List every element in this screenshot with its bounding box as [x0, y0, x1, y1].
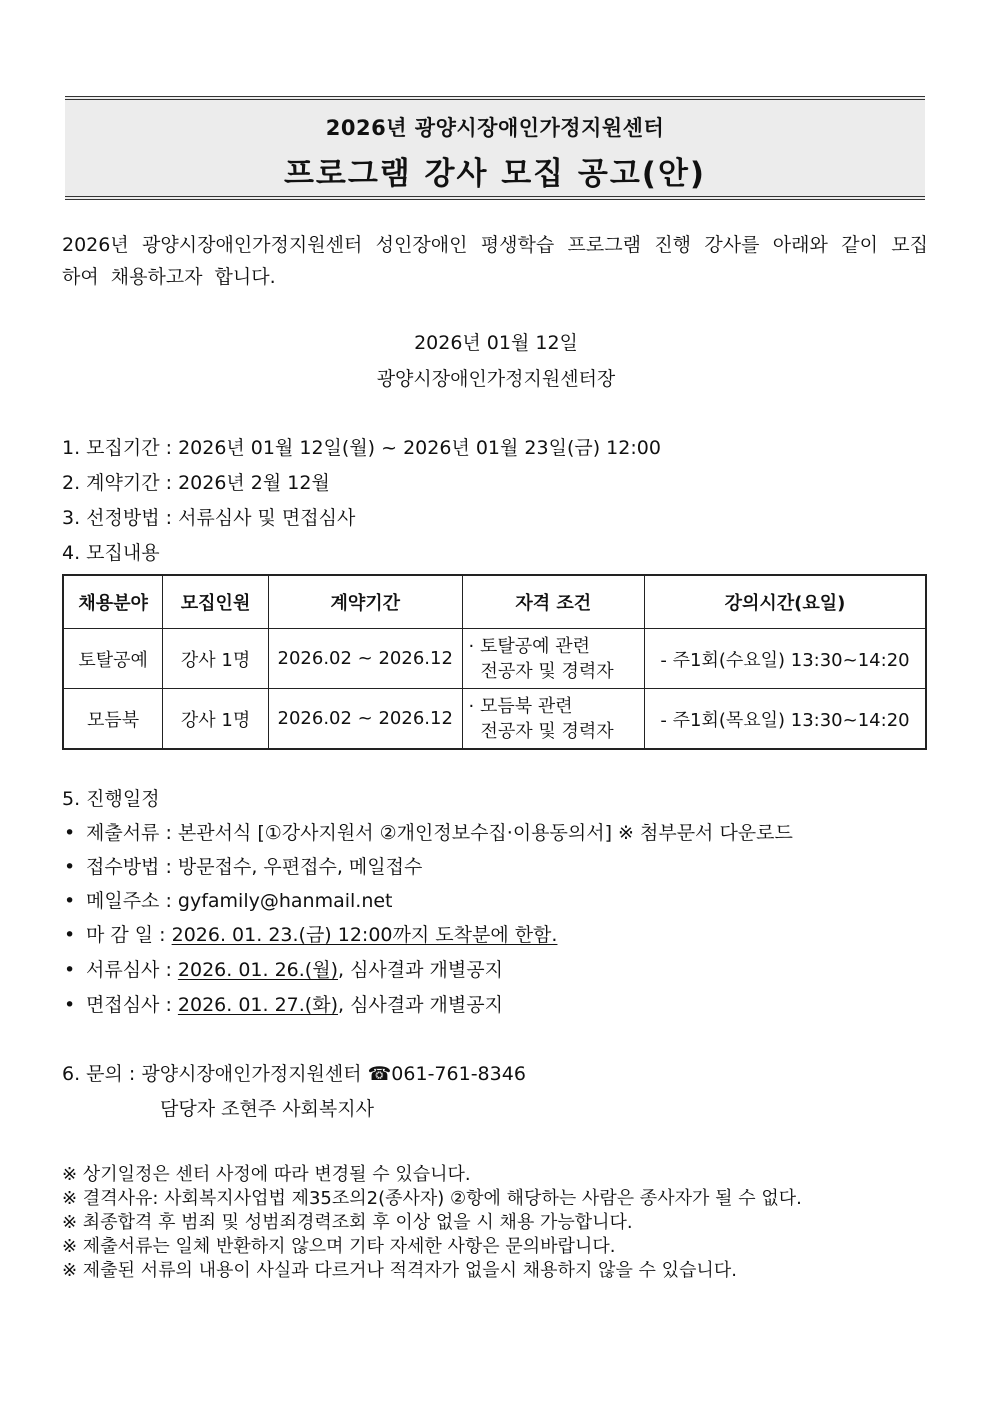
method-label: 접수방법 :	[86, 856, 178, 878]
contact-person: 담당자 조현주 사회복지사	[160, 1098, 374, 1120]
interview-rest: , 심사결과 개별공지	[338, 994, 503, 1016]
note-item: ※ 제출된 서류의 내용이 사실과 다르거나 적격자가 없을시 채용하지 않을 수 있습니다.	[62, 1260, 737, 1281]
recruit-table	[62, 574, 927, 750]
cell-qualification	[462, 629, 645, 689]
item-selection-method: 3. 선정방법 : 서류심사 및 면접심사	[62, 507, 356, 529]
docs-label: 제출서류 :	[86, 822, 178, 844]
header-lecture-time: 강의시간(요일)	[645, 575, 926, 629]
note-item: ※ 상기일정은 센터 사정에 따라 변경될 수 있습니다.	[62, 1164, 471, 1185]
header-qualification: 자격 조건	[462, 575, 645, 629]
title-line-2: 프로그램 강사 모집 공고(안)	[283, 156, 707, 192]
intro-paragraph: 2026년 광양시장애인가정지원센터 성인장애인 평생학습 프로그램 진행 강사를 아래와 같이 모집하여 채용하고자 합니다.	[62, 234, 928, 288]
bullet: •	[64, 890, 76, 912]
cell-lecture-time: - 주1회(수요일) 13:30~14:20	[645, 629, 926, 689]
qualification-line-2: 전공자 및 경력자	[480, 660, 614, 682]
title-line-1: 2026년 광양시장애인가정지원센터	[325, 116, 665, 140]
doc-review-label: 서류심사 :	[86, 959, 178, 981]
header-period: 계약기간	[268, 575, 462, 629]
schedule-doc-review	[64, 955, 503, 982]
bullet: •	[64, 822, 76, 844]
interview-date: 2026. 01. 27.(화)	[177, 994, 338, 1016]
deadline-value: 2026. 01. 23.(금) 12:00까지 도착분에 한함.	[171, 924, 558, 946]
note-item: ※ 최종합격 후 범죄 및 성범죄경력조회 후 이상 없을 시 채용 가능합니다.	[62, 1212, 633, 1233]
qualification-line-2: 전공자 및 경력자	[480, 720, 614, 742]
cell-qualification	[462, 689, 645, 750]
email-label: 메일주소 :	[86, 890, 178, 912]
cell-count: 강사 1명	[163, 629, 269, 689]
schedule-heading: 5. 진행일정	[62, 788, 160, 810]
cell-count: 강사 1명	[163, 689, 269, 750]
schedule-deadline	[64, 920, 557, 947]
schedule-interview	[64, 990, 503, 1017]
contact-line: 6. 문의 : 광양시장애인가정지원센터 ☎061-761-8346	[62, 1063, 526, 1085]
item-contract-period: 2. 계약기간 : 2026년 2월 12월	[62, 472, 330, 494]
schedule-method	[64, 852, 422, 879]
doc-review-date: 2026. 01. 26.(월)	[177, 959, 338, 981]
item-recruit-period: 1. 모집기간 : 2026년 01월 12일(월) ~ 2026년 01월 23일(금) 12:00	[62, 437, 661, 459]
schedule-docs	[64, 818, 793, 845]
docs-value: 본관서식 [①강사지원서 ②개인정보수집·이용동의서] ※ 첨부문서 다운로드	[177, 822, 793, 844]
interview-label: 면접심사 :	[86, 994, 178, 1016]
cell-period: 2026.02 ~ 2026.12	[268, 629, 462, 689]
schedule-email	[64, 886, 393, 913]
table-header-row	[63, 575, 926, 629]
cell-period: 2026.02 ~ 2026.12	[268, 689, 462, 750]
bullet: •	[64, 924, 76, 946]
issuer: 광양시장애인가정지원센터장	[376, 368, 616, 390]
bullet: •	[64, 856, 76, 878]
note-item: ※ 제출서류는 일체 반환하지 않으며 기타 자세한 사항은 문의바랍니다.	[62, 1236, 616, 1257]
header-field: 채용분야	[63, 575, 163, 629]
title-box	[65, 96, 925, 200]
deadline-label: 마 감 일 :	[86, 924, 172, 946]
method-value: 방문접수, 우편접수, 메일접수	[177, 856, 423, 878]
table-row	[63, 689, 926, 750]
cell-field: 토탈공예	[63, 629, 163, 689]
notes	[62, 1163, 802, 1283]
email-value: gyfamily@hanmail.net	[177, 890, 393, 912]
cell-field: 모듬북	[63, 689, 163, 750]
note-item: ※ 결격사유: 사회복지사업법 제35조의2(종사자) ②항에 해당하는 사람은 종사자가 될 수 없다.	[62, 1188, 802, 1209]
bullet: •	[64, 994, 76, 1016]
bullet: •	[64, 959, 76, 981]
table-row	[63, 629, 926, 689]
qualification-line-1: · 토탈공예 관련	[468, 635, 591, 657]
item-recruit-content: 4. 모집내용	[62, 542, 160, 564]
qualification-line-1: · 모듬북 관련	[468, 695, 573, 717]
doc-review-rest: , 심사결과 개별공지	[338, 959, 503, 981]
cell-lecture-time: - 주1회(목요일) 13:30~14:20	[645, 689, 926, 750]
header-count: 모집인원	[163, 575, 269, 629]
notice-date: 2026년 01월 12일	[414, 332, 578, 354]
